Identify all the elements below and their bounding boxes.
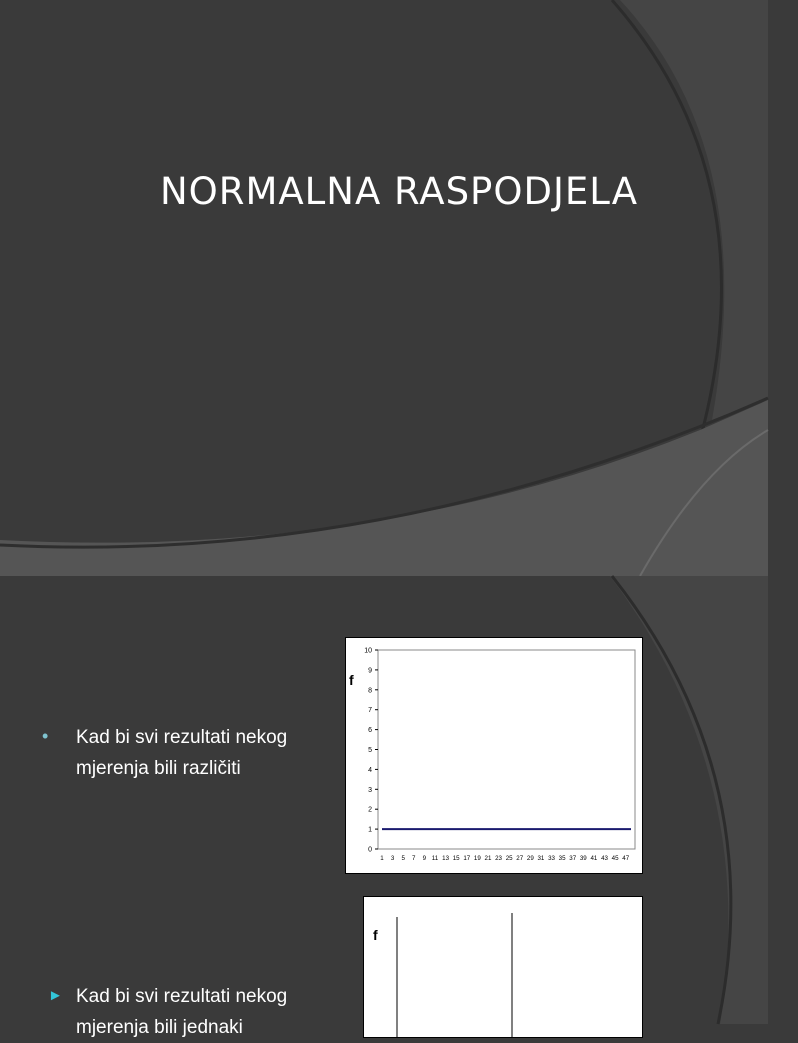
chart1-x-tick-label: 19: [473, 855, 481, 862]
chart1-y-tick-label: 9: [368, 667, 372, 675]
content-slide: [0, 576, 768, 1038]
chart1-x-tick-label: 23: [495, 855, 502, 862]
chart1-y-tick-label: 8: [368, 687, 372, 695]
bullet-text-2: Kad bi svi rezultati nekog mjerenja bili jednaki: [76, 986, 288, 1038]
chart1-x-tick-label: 1: [380, 855, 384, 862]
chart1-x-tick-label: 27: [516, 855, 524, 862]
chart2-svg: [364, 897, 642, 1037]
chart1-x-tick-label: 45: [611, 855, 619, 862]
chart1-y-tick-label: 5: [368, 747, 372, 754]
chart1-y-tick-label: 10: [364, 647, 372, 655]
chart1-ylabel: f: [349, 672, 354, 688]
chart1-x-tick-label: 25: [505, 855, 513, 862]
chart1-x-tick-label: 29: [526, 855, 534, 862]
chart1-x-tick-label: 3: [390, 855, 395, 862]
chart1-x-tick-label: 7: [412, 855, 416, 862]
chart1-y-tick-label: 1: [368, 826, 372, 834]
bullet-text-1: Kad bi svi rezultati nekog mjerenja bili različiti: [76, 727, 288, 779]
slide-title: NORMALNA RASPODJELA: [159, 170, 639, 213]
chart1-x-tick-label: 11: [431, 855, 439, 862]
chart1-plot-area: [378, 650, 635, 849]
chart1-y-tick-label: 7: [368, 707, 372, 715]
chart-uniform: [345, 637, 643, 874]
chart1-x-tick-label: 35: [558, 855, 566, 862]
chart2-ylabel: f: [373, 927, 378, 943]
bullet-dot-icon: •: [42, 726, 49, 746]
chart1-x-tick-label: 5: [401, 855, 405, 862]
chart1-svg: [346, 638, 642, 873]
chart1-y-tick-label: 4: [368, 766, 372, 774]
chart1-y-tick-label: 6: [368, 727, 372, 735]
chart1-x-tick-label: 17: [463, 855, 471, 862]
chart1-x-tick-label: 47: [622, 855, 630, 862]
chart1-x-tick-label: 43: [601, 855, 608, 862]
bullet-arrow-icon: ►: [48, 987, 63, 1004]
chart1-x-tick-label: 33: [548, 855, 555, 862]
chart1-x-tick-label: 31: [537, 855, 545, 862]
chart1-x-tick-label: 39: [579, 855, 587, 862]
chart1-x-tick-label: 9: [422, 855, 427, 862]
chart1-y-tick-label: 2: [368, 806, 372, 814]
chart1-x-tick-label: 41: [590, 855, 598, 862]
chart1-x-tick-label: 13: [442, 855, 450, 862]
chart1-y-tick-label: 3: [368, 786, 372, 794]
chart1-y-tick-label: 0: [368, 846, 372, 854]
chart1-x-tick-label: 15: [452, 855, 460, 862]
chart-equal: [363, 896, 643, 1038]
chart1-x-tick-label: 21: [484, 855, 492, 862]
chart1-x-tick-label: 37: [569, 855, 577, 862]
